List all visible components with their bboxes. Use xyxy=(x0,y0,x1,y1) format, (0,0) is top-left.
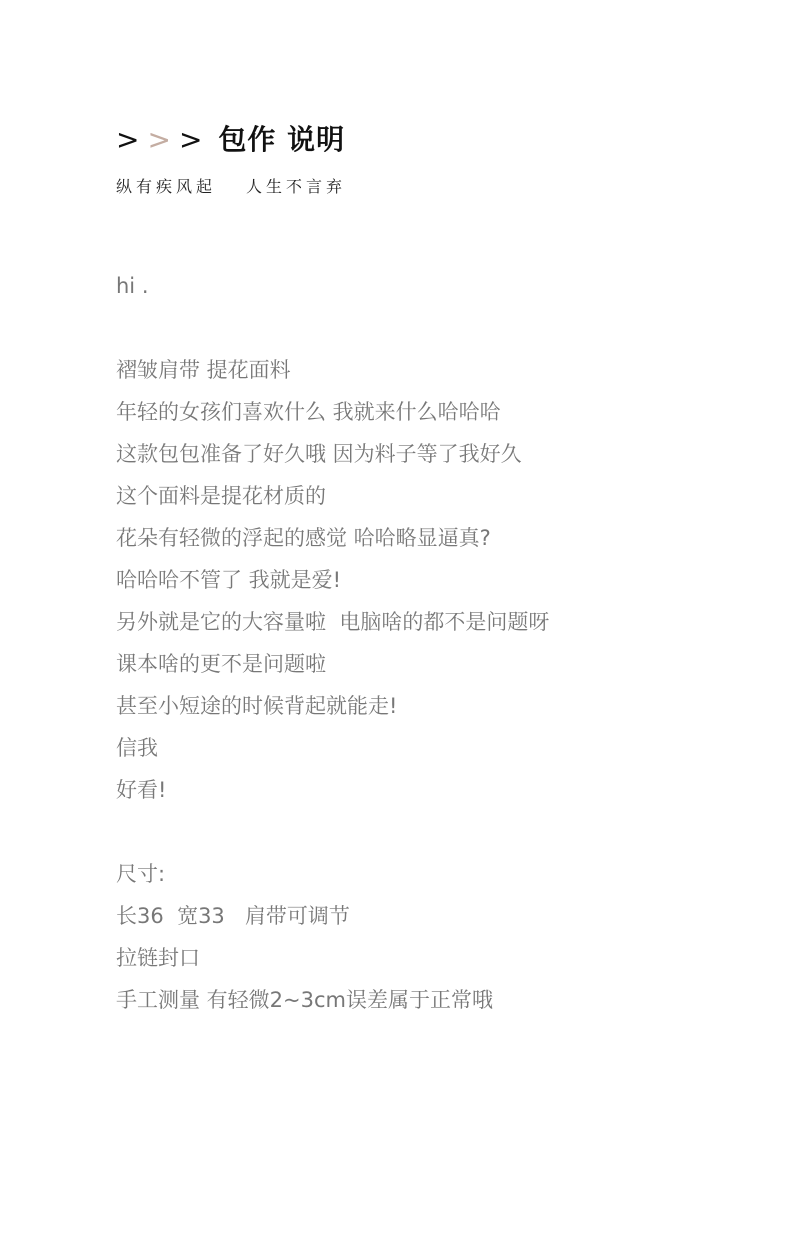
text-line: 甚至小短途的时候背起就能走! xyxy=(116,694,398,718)
text-line: 褶皱肩带 提花面料 xyxy=(116,358,291,382)
text-line: 花朵有轻微的浮起的感觉 哈哈略显逼真? xyxy=(116,526,491,550)
size-dimensions: 长36 宽33 肩带可调节 xyxy=(116,904,350,928)
subtitle-left: 纵有疾风起 xyxy=(116,177,217,196)
text-line: 这款包包准备了好久哦 因为料子等了我好久 xyxy=(116,442,522,466)
closure-info: 拉链封口 xyxy=(116,946,200,970)
subtitle-right: 人生不言弃 xyxy=(246,177,347,196)
measurement-note: 手工测量 有轻微2~3cm误差属于正常哦 xyxy=(116,988,493,1012)
text-line: 哈哈哈不管了 我就是爱! xyxy=(116,568,342,592)
text-line: 这个面料是提花材质的 xyxy=(116,484,326,508)
description-text xyxy=(116,265,756,1021)
arrow-glyph-2: > xyxy=(147,123,171,156)
arrow-glyph-3: > xyxy=(178,123,203,156)
text-line: 另外就是它的大容量啦 电脑啥的都不是问题呀 xyxy=(116,610,550,634)
text-line-greeting: hi . xyxy=(116,274,149,298)
text-line: 信我 xyxy=(116,736,158,760)
section-header xyxy=(116,118,346,198)
size-heading: 尺寸: xyxy=(116,862,166,886)
text-line: 好看! xyxy=(116,778,167,802)
title-row xyxy=(116,118,346,162)
page-title: 包作 说明 xyxy=(218,123,346,156)
text-line: 课本啥的更不是问题啦 xyxy=(116,652,326,676)
text-line-blank xyxy=(116,811,756,853)
text-line-blank xyxy=(116,307,756,349)
text-line: 年轻的女孩们喜欢什么 我就来什么哈哈哈 xyxy=(116,400,501,424)
arrow-glyph-1: > xyxy=(116,123,140,156)
subtitle-gap xyxy=(216,176,246,198)
subtitle xyxy=(116,176,346,198)
